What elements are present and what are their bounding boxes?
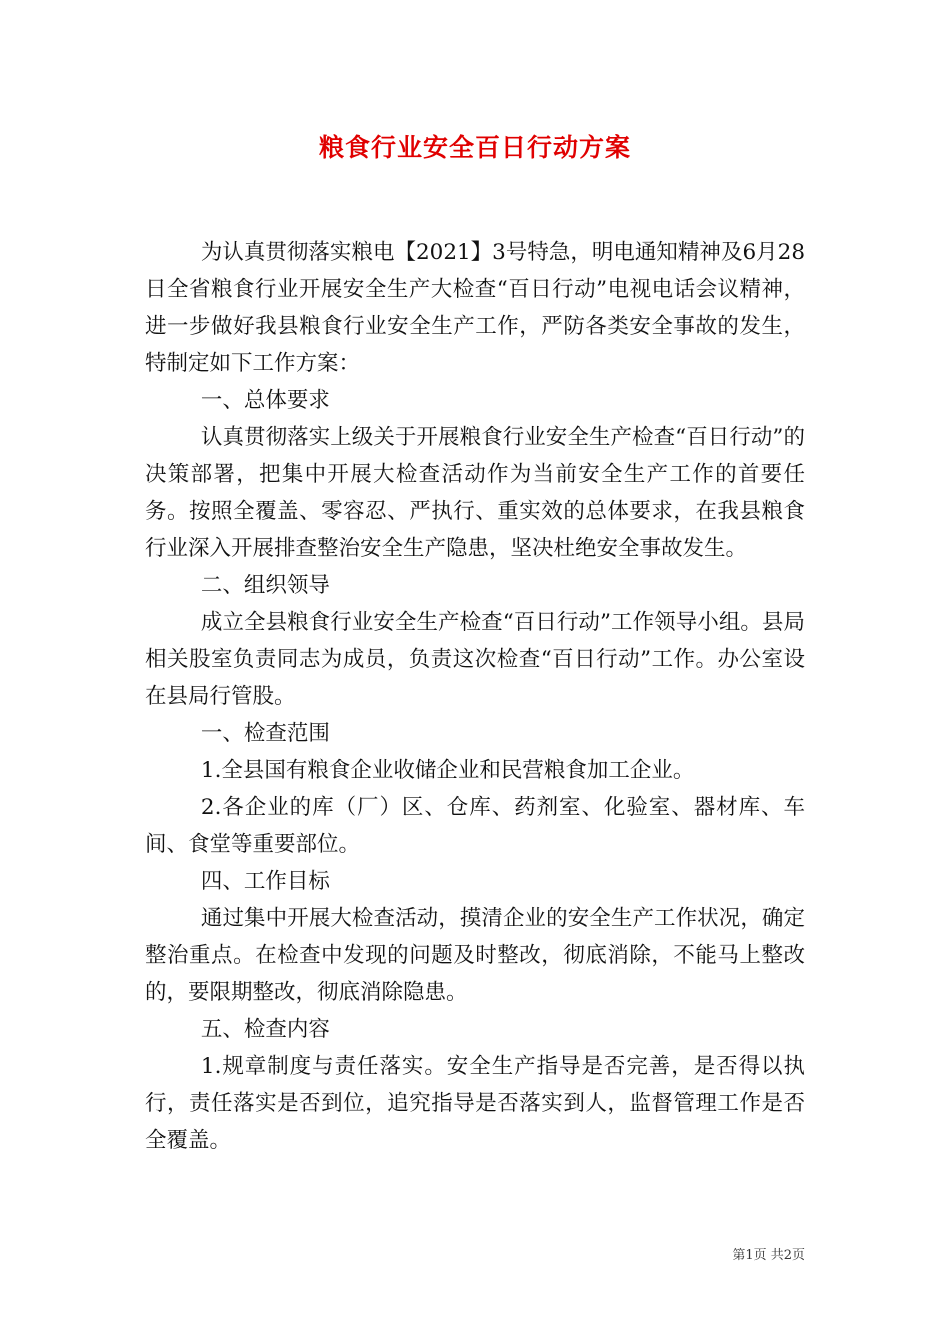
document-title: 粮食行业安全百日行动方案 xyxy=(318,133,631,162)
heading-inspection-content: 五、检查内容 xyxy=(200,1017,330,1042)
list-item-scope-1: 1.全县国有粮食企业收储企业和民营粮食加工企业。 xyxy=(200,758,695,783)
heading-inspection-scope: 一、检查范围 xyxy=(200,721,330,746)
paragraph-work-goals: 通过集中开展大检查活动，摸清企业的安全生产工作状况，确定整治重点。在检查中发现的问题及时整改，彻底消除，不能马上整改的，要限期整改，彻底消除隐患。 xyxy=(145,906,805,1005)
page-number: 第1页 共2页 xyxy=(732,1248,805,1263)
paragraph-general-requirements: 认真贯彻落实上级关于开展粮食行业安全生产检查“百日行动”的决策部署，把集中开展大检查活动作为当前安全生产工作的首要任务。按照全覆盖、零容忍、严执行、重实效的总体要求，在我县粮食行业深入开展排查整治安全生产隐患，坚决杜绝安全事故发生。 xyxy=(145,425,805,561)
heading-organization: 二、组织领导 xyxy=(200,573,330,598)
list-item-scope-2: 2.各企业的库（厂）区、仓库、药剂室、化验室、器材库、车间、食堂等重要部位。 xyxy=(145,795,805,857)
paragraph-intro: 为认真贯彻落实粮电【2021】3号特急，明电通知精神及6月28日全省粮食行业开展安全生产大检查“百日行动”电视电话会议精神，进一步做好我县粮食行业安全生产工作，严防各类安全事故的发生，特制定如下工作方案： xyxy=(145,240,805,376)
heading-general-requirements: 一、总体要求 xyxy=(200,388,330,413)
list-item-content-1: 1.规章制度与责任落实。安全生产指导是否完善，是否得以执行，责任落实是否到位，追究指导是否落实到人，监督管理工作是否全覆盖。 xyxy=(145,1054,805,1153)
document-body xyxy=(145,234,805,1159)
heading-work-goals: 四、工作目标 xyxy=(200,869,330,894)
paragraph-organization: 成立全县粮食行业安全生产检查“百日行动”工作领导小组。县局相关股室负责同志为成员，负责这次检查“百日行动”工作。办公室设在县局行管股。 xyxy=(145,610,805,709)
